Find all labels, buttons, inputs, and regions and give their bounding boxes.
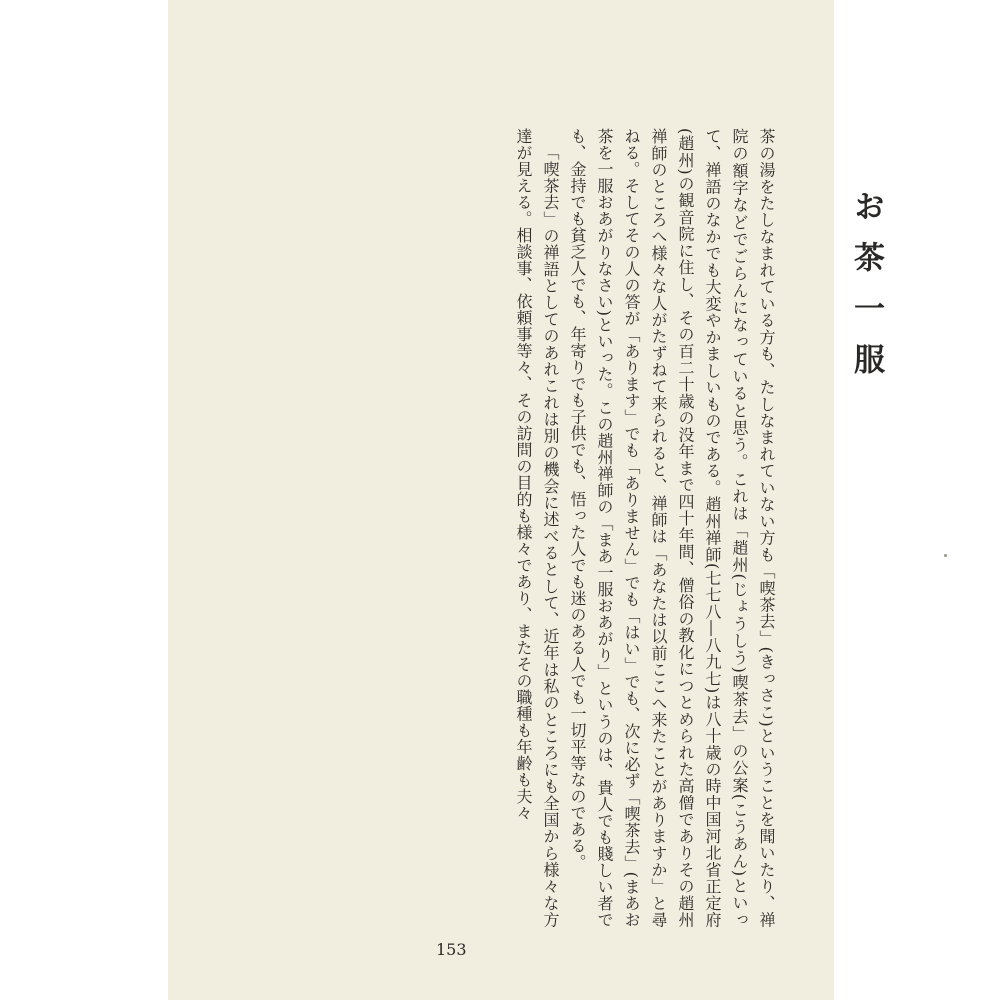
book-page (168, 0, 884, 1000)
body-text (440, 128, 780, 928)
paragraph: 「喫茶去」の禅語としてのあれこれは別の機会に述べるとして、近年は私のところにも全国から様々な方達が見える。相談事、依頼事等々、その訪問の目的も様々であり、またその職種も年齢も夫々 (514, 128, 560, 928)
paragraph: 茶の湯をたしなまれている方も、たしなまれていない方も「喫茶去」(きっさこ)ということを聞いたり、禅院の額字などでごらんになっていると思う。これは「趙州(じょうしう)喫茶去」の公案(こうあん)といって、禅語のなかでも大変やかましいものである。趙州禅師(七七八―八九七)は八十歳の時中国河北省正定府(趙州)の観音院に住し、その百二十歳の没年まで四十年間、僧俗の教化につとめられた高僧でありその趙州禅師のところへ様々な人がたずねて来られると、禅師は「あなたは以前ここへ来たことがありますか」と尋ねる。そしてその人の答が「あります」でも「ありません」でも「はい」でも、次に必ず「喫茶去」(まあお茶を一服おあがりなさい)といった。この趙州禅師の「まあ一服おあがり」というのは、貴人でも賤しい者でも、金持でも貧乏人でも、年寄りでも子供でも、悟った人でも迷のある人でも一切平等なのである。 (568, 128, 776, 928)
chapter-title: お茶一服 (848, 190, 884, 394)
page-number: 153 (436, 940, 467, 959)
paper-speck (944, 554, 947, 557)
